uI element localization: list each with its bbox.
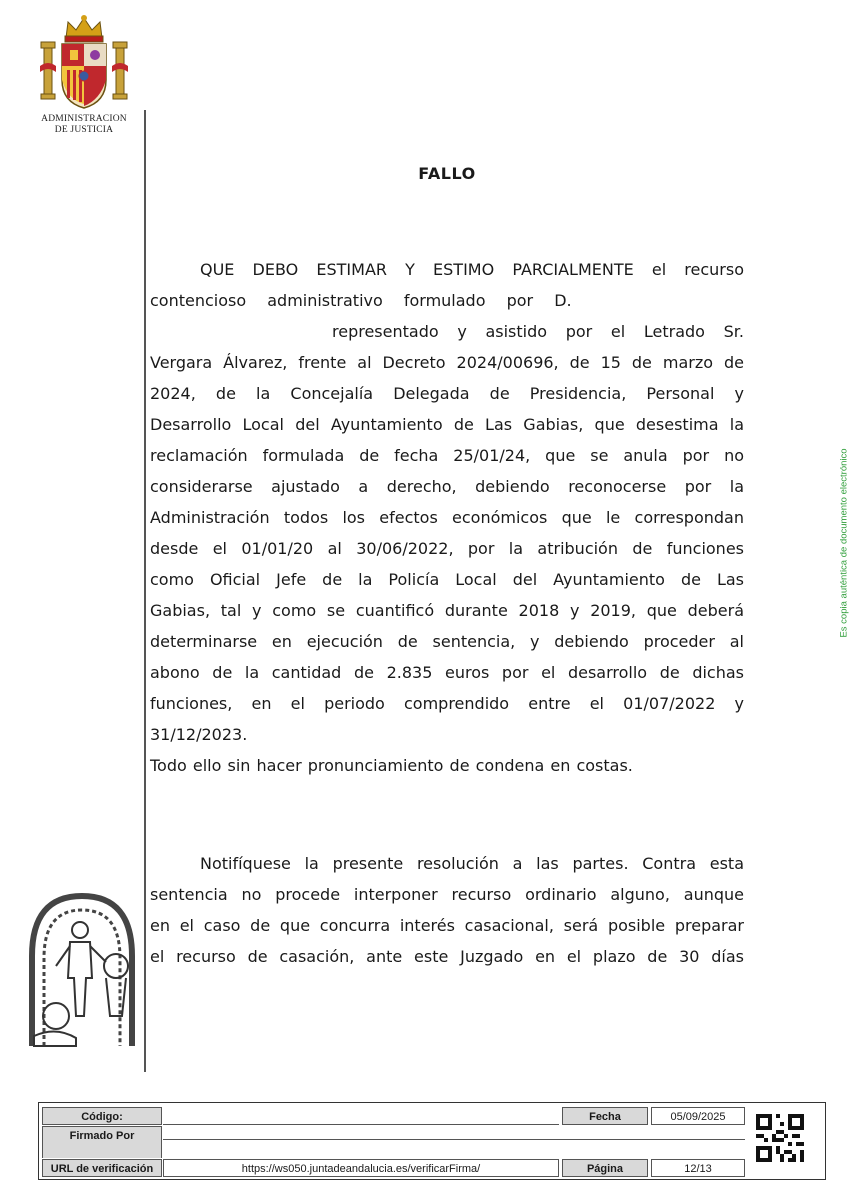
text-line: abono de la cantidad de 2.835 euros por el desarrollo de dichas [150,663,744,682]
firmado-label: Firmado Por [42,1126,162,1144]
qr-code-icon [756,1114,804,1162]
notification-paragraph [150,848,744,972]
text-line: Todo ello sin hacer pronunciamiento de condena en costas. [150,756,633,775]
header-crest [34,14,134,136]
text-line: como Oficial Jefe de la Policía Local del Ayuntamiento de Las [150,570,744,589]
ruling-paragraph [150,254,744,781]
pagina-value: 12/13 [651,1159,745,1177]
spain-coat-of-arms-icon [38,14,130,112]
authenticity-text: Es copia auténtica de documento electrónico [838,448,850,638]
text-line: Vergara Álvarez, frente al Decreto 2024/00696, de 15 de marzo de [150,353,744,372]
text-line: sentencia no procede interponer recurso ordinario alguno, aunque [150,885,744,904]
crest-line-1: ADMINISTRACION [41,114,127,124]
text-line: 31/12/2023. [150,725,248,744]
text-line: Desarrollo Local del Ayuntamiento de Las Gabias, que desestima la [150,415,744,434]
fecha-value: 05/09/2025 [651,1107,745,1125]
text-line: reclamación formulada de fecha 25/01/24, que se anula por no [150,446,744,465]
text-line: Gabias, tal y como se cuantificó durante 2018 y 2019, que deberá [150,601,744,620]
codigo-label: Código: [42,1107,162,1125]
firmado-label-fill [42,1144,162,1158]
text-line: el recurso de casación, ante este Juzgado en el plazo de 30 días [150,947,744,966]
text-line: en el caso de que concurra interés casacional, será posible preparar [150,916,744,935]
text-line: funciones, en el periodo comprendido entre el 01/07/2022 y [150,694,744,713]
junta-andalucia-emblem-icon [26,886,138,1050]
text-line: considerarse ajustado a derecho, debiendo reconocerse por la [150,477,744,496]
text-line: Administración todos los efectos económicos que le correspondan [150,508,744,527]
signature-footer [38,1102,826,1180]
url-value[interactable]: https://ws050.juntadeandalucia.es/verificarFirma/ [163,1159,559,1177]
codigo-value [163,1107,559,1125]
text-line: desde el 01/01/20 al 30/06/2022, por la atribución de funciones [150,539,744,558]
url-label: URL de verificación [42,1159,162,1177]
pagina-label: Página [562,1159,648,1177]
margin-rule [144,110,146,1072]
text-line: determinarse en ejecución de sentencia, y debiendo proceder al [150,632,744,651]
authenticity-note [838,438,850,648]
text-line: 2024, de la Concejalía Delegada de Presidencia, Personal y [150,384,744,403]
firmado-divider [163,1139,745,1140]
fecha-label: Fecha [562,1107,648,1125]
crest-line-2: DE JUSTICIA [54,125,114,135]
text-line: Notifíquese la presente resolución a las partes. Contra esta [200,854,744,873]
text-line: contencioso administrativo formulado por D. [150,291,572,310]
text-line: representado y asistido por el Letrado Sr. [332,322,744,341]
text-line: QUE DEBO ESTIMAR Y ESTIMO PARCIALMENTE el recurso [200,260,744,279]
page-title: FALLO [418,164,476,183]
